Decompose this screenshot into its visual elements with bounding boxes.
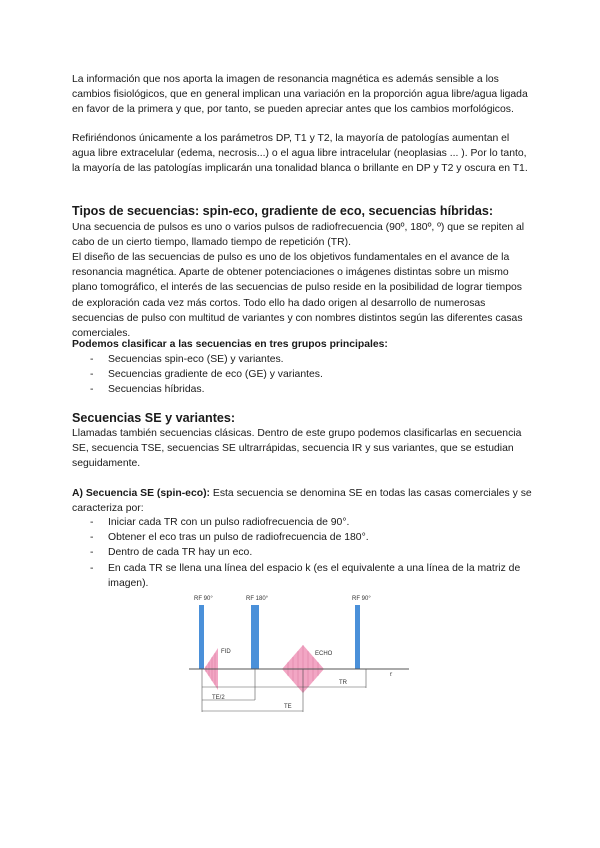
label-te-half: TE/2: [212, 695, 225, 701]
label-tr: TR: [339, 680, 347, 686]
label-rf-90-second: RF 90°: [352, 596, 371, 602]
sequence-groups-list: [90, 352, 530, 398]
list-item: - Secuencias híbridas.: [90, 382, 530, 397]
intro-paragraph-1: La información que nos aporta la imagen de resonancia magnética es además sensible a los cambios fisiológicos, que en general implican una variación en la proporción agua libre/agua ligada en favor de la primera y que, por tanto, se pueden apreciar antes que los cambios morfológicos.: [72, 74, 528, 116]
se-characteristics-list: [90, 515, 530, 591]
spin-echo-diagram: [184, 590, 414, 715]
list-item: - Iniciar cada TR con un pulso radiofrecuencia de 90°.: [90, 515, 530, 530]
label-time: t': [390, 672, 393, 678]
section-a-lead: A) Secuencia SE (spin-eco):: [72, 488, 210, 499]
intro-paragraph-2: Refiriéndonos únicamente a los parámetros DP, T1 y T2, la mayoría de patologías aumentan el agua libre extracelular (edema, necrosis...) o el agua libre intracelular (neoplasias ... ). Por lo tanto, la mayoría de las patologías implicarán una tonalidad blanca o brillante en DP y T2 y oscura en T1.: [72, 133, 528, 175]
section-title-tipos: Tipos de secuencias: spin-eco, gradiente de eco, secuencias híbridas:: [72, 204, 494, 218]
section1-paragraph-1: Una secuencia de pulsos es uno o varios pulsos de radiofrecuencia (90º, 180º, º) que se repiten al cabo de un cierto tiempo, llamado tiempo de repetición (TR).: [72, 222, 525, 249]
label-te: TE: [284, 704, 292, 710]
list-item: - Obtener el eco tras un pulso de radiofrecuencia de 180°.: [90, 530, 530, 545]
section2-paragraph-1: Llamadas también secuencias clásicas. Dentro de este grupo podemos clasificarlas en secuencia SE, secuencia TSE, secuencias SE ultrarrápidas, secuencia IR y sus variantes, que se estudian seguidamente.: [72, 428, 522, 470]
pulse-90: [199, 605, 204, 669]
label-rf-180: RF 180°: [246, 596, 269, 602]
section-a-text: Esta secuencia se denomina SE en todas las casas comerciales y se caracteriza por:: [72, 488, 532, 515]
label-echo: ECHO: [315, 651, 333, 657]
section1-bold-line: Podemos clasificar a las secuencias en tres grupos principales:: [72, 339, 388, 350]
section1-paragraph-2: El diseño de las secuencias de pulso es uno de los objetivos fundamentales en el avance de la resonancia magnética. Aparte de obtener potenciaciones o imágenes distintas sobre un mismo plano tomográfico, el interés de las secuencias de pulso reside en la posibilidad de lograr tiempos de exploración cada vez más cortos. Todo ello ha dado origen al desarrollo de numerosas secuencias de pulso con multitud de variantes y con nombres distintos según las diferentes casas comerciales.: [72, 252, 523, 340]
list-item: - Secuencias spin-eco (SE) y variantes.: [90, 352, 530, 367]
pulse-90-repeat: [355, 605, 360, 669]
list-item: - Dentro de cada TR hay un eco.: [90, 545, 530, 560]
section-a-paragraph: [72, 486, 532, 516]
label-rf-90: RF 90°: [194, 596, 213, 602]
label-fid: FID: [221, 649, 231, 655]
list-item: - Secuencias gradiente de eco (GE) y variantes.: [90, 367, 530, 382]
section-title-se: Secuencias SE y variantes:: [72, 411, 236, 425]
pulse-180: [251, 605, 259, 669]
list-item: - En cada TR se llena una línea del espacio k (es el equivalente a una línea de la matriz de imagen).: [90, 561, 530, 591]
